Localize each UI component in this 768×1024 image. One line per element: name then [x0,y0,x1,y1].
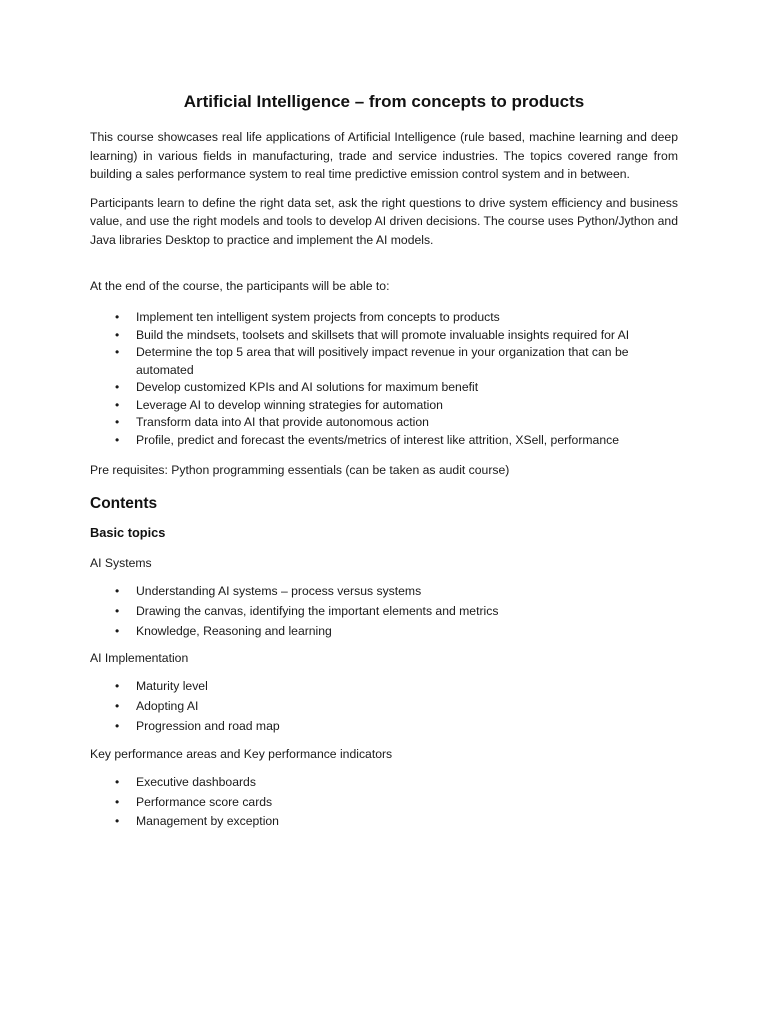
document-title: Artificial Intelligence – from concepts to products [183,92,585,111]
section-list [90,773,678,832]
list-item: • Understanding AI systems – process versus systems [90,582,678,602]
section-title: AI Systems [90,556,152,570]
bullet-icon: • [115,345,120,359]
bullet-icon: • [115,432,120,447]
bullet-icon: • [115,397,120,412]
bullet-icon: • [115,623,120,638]
list-item: • Profile, predict and forecast the events/metrics of interest like attrition, XSell, performance [90,432,678,450]
bullet-icon: • [115,380,120,394]
document-page [90,92,678,840]
list-item: • Progression and road map [90,717,678,737]
bullet-icon: • [115,814,120,829]
list-item: • Adopting AI [90,697,678,717]
participants-paragraph: Participants learn to define the right data set, ask the right questions to drive system efficiency and business value, and use the right models and tools to develop AI driven decisions. The course uses Python/Jython and Java libraries Desktop to practice and implement the AI models. [90,195,678,247]
bullet-icon: • [115,794,120,809]
bullet-icon: • [115,699,120,714]
bullet-icon: • [115,603,120,618]
list-item: • Knowledge, Reasoning and learning [90,622,678,642]
list-item: • Leverage AI to develop winning strategies for automation [90,397,678,415]
list-item: • Executive dashboards [90,773,678,793]
list-item: • Build the mindsets, toolsets and skillsets that will promote invaluable insights required for AI [90,327,678,345]
section-title: AI Implementation [90,651,189,666]
bullet-icon: • [115,415,120,429]
list-item: • Performance score cards [90,793,678,813]
intro-paragraph: This course showcases real life applications of Artificial Intelligence (rule based, machine learning and deep learning) in various fields in manufacturing, trade and service industries. The topics covered range from building a sales performance system to real time predictive emission control system and in between. [90,130,678,181]
bullet-icon: • [115,310,120,324]
section-title: Key performance areas and Key performance indicators [90,746,393,761]
list-item: • Transform data into AI that provide autonomous action [90,414,678,432]
list-item: • Maturity level [90,677,678,697]
list-item: • Implement ten intelligent system projects from concepts to products [90,309,678,327]
bullet-icon: • [115,327,120,342]
section-list [90,582,678,641]
bullet-icon: • [115,584,120,598]
list-item: • Drawing the canvas, identifying the important elements and metrics [90,602,678,622]
contents-heading: Contents [90,495,158,512]
bullet-icon: • [115,774,120,789]
outcomes-intro: At the end of the course, the participants will be able to: [90,279,390,293]
prerequisites: Pre requisites: Python programming essentials (can be taken as audit course) [90,463,510,477]
outcomes-list [90,309,678,449]
bullet-icon: • [115,718,120,733]
section-list [90,677,678,736]
list-item: • Management by exception [90,812,678,832]
list-item: • Determine the top 5 area that will positively impact revenue in your organization that can be automated [115,345,629,377]
bullet-icon: • [115,679,120,694]
list-item: • Develop customized KPIs and AI solutions for maximum benefit [90,379,678,397]
basic-topics-heading: Basic topics [90,525,166,540]
